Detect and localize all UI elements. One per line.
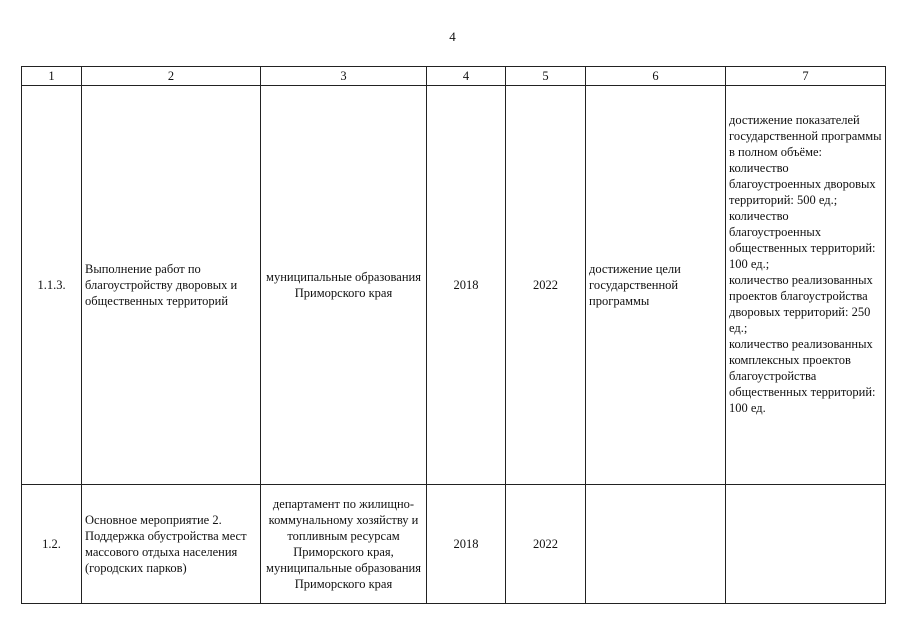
expected-result: достижение цели государственной программы [586,86,726,485]
expected-result [586,485,726,604]
activity-name: Основное мероприятие 2. Поддержка обустройства мест массового отдыха населения (городских парков) [82,485,261,604]
indicator-text: достижение показателей государственной программы в полном объёме: количество благоустроенных дворовых территорий: 500 ед.; [729,113,882,207]
start-year: 2018 [427,86,506,485]
header-row [22,67,886,86]
program-table [21,66,886,604]
header-cell-6: 6 [586,67,726,86]
start-year: 2018 [427,485,506,604]
table-row [22,86,886,485]
header-cell-5: 5 [506,67,586,86]
header-cell-7: 7 [726,67,886,86]
end-year: 2022 [506,485,586,604]
executor: муниципальные образования Приморского края [261,86,427,485]
row-number: 1.2. [22,485,82,604]
indicators [726,86,886,485]
executor: департамент по жилищно-коммунальному хозяйству и топливным ресурсам Приморского края, муниципальные образования Приморского края [261,485,427,604]
header-cell-2: 2 [82,67,261,86]
header-cell-3: 3 [261,67,427,86]
indicator-text: количество реализованных проектов благоустройства дворовых территорий: 250 ед.; [729,273,873,335]
page-number: 4 [449,29,456,44]
row-number: 1.1.3. [22,86,82,485]
activity-name: Выполнение работ по благоустройству дворовых и общественных территорий [82,86,261,485]
header-cell-4: 4 [427,67,506,86]
table-row [22,485,886,604]
indicator-text: количество реализованных комплексных проектов благоустройства общественных территорий: 100 ед. [729,337,876,415]
end-year: 2022 [506,86,586,485]
indicators [726,485,886,604]
indicator-text: количество благоустроенных общественных территорий: 100 ед.; [729,209,876,271]
header-cell-1: 1 [22,67,82,86]
